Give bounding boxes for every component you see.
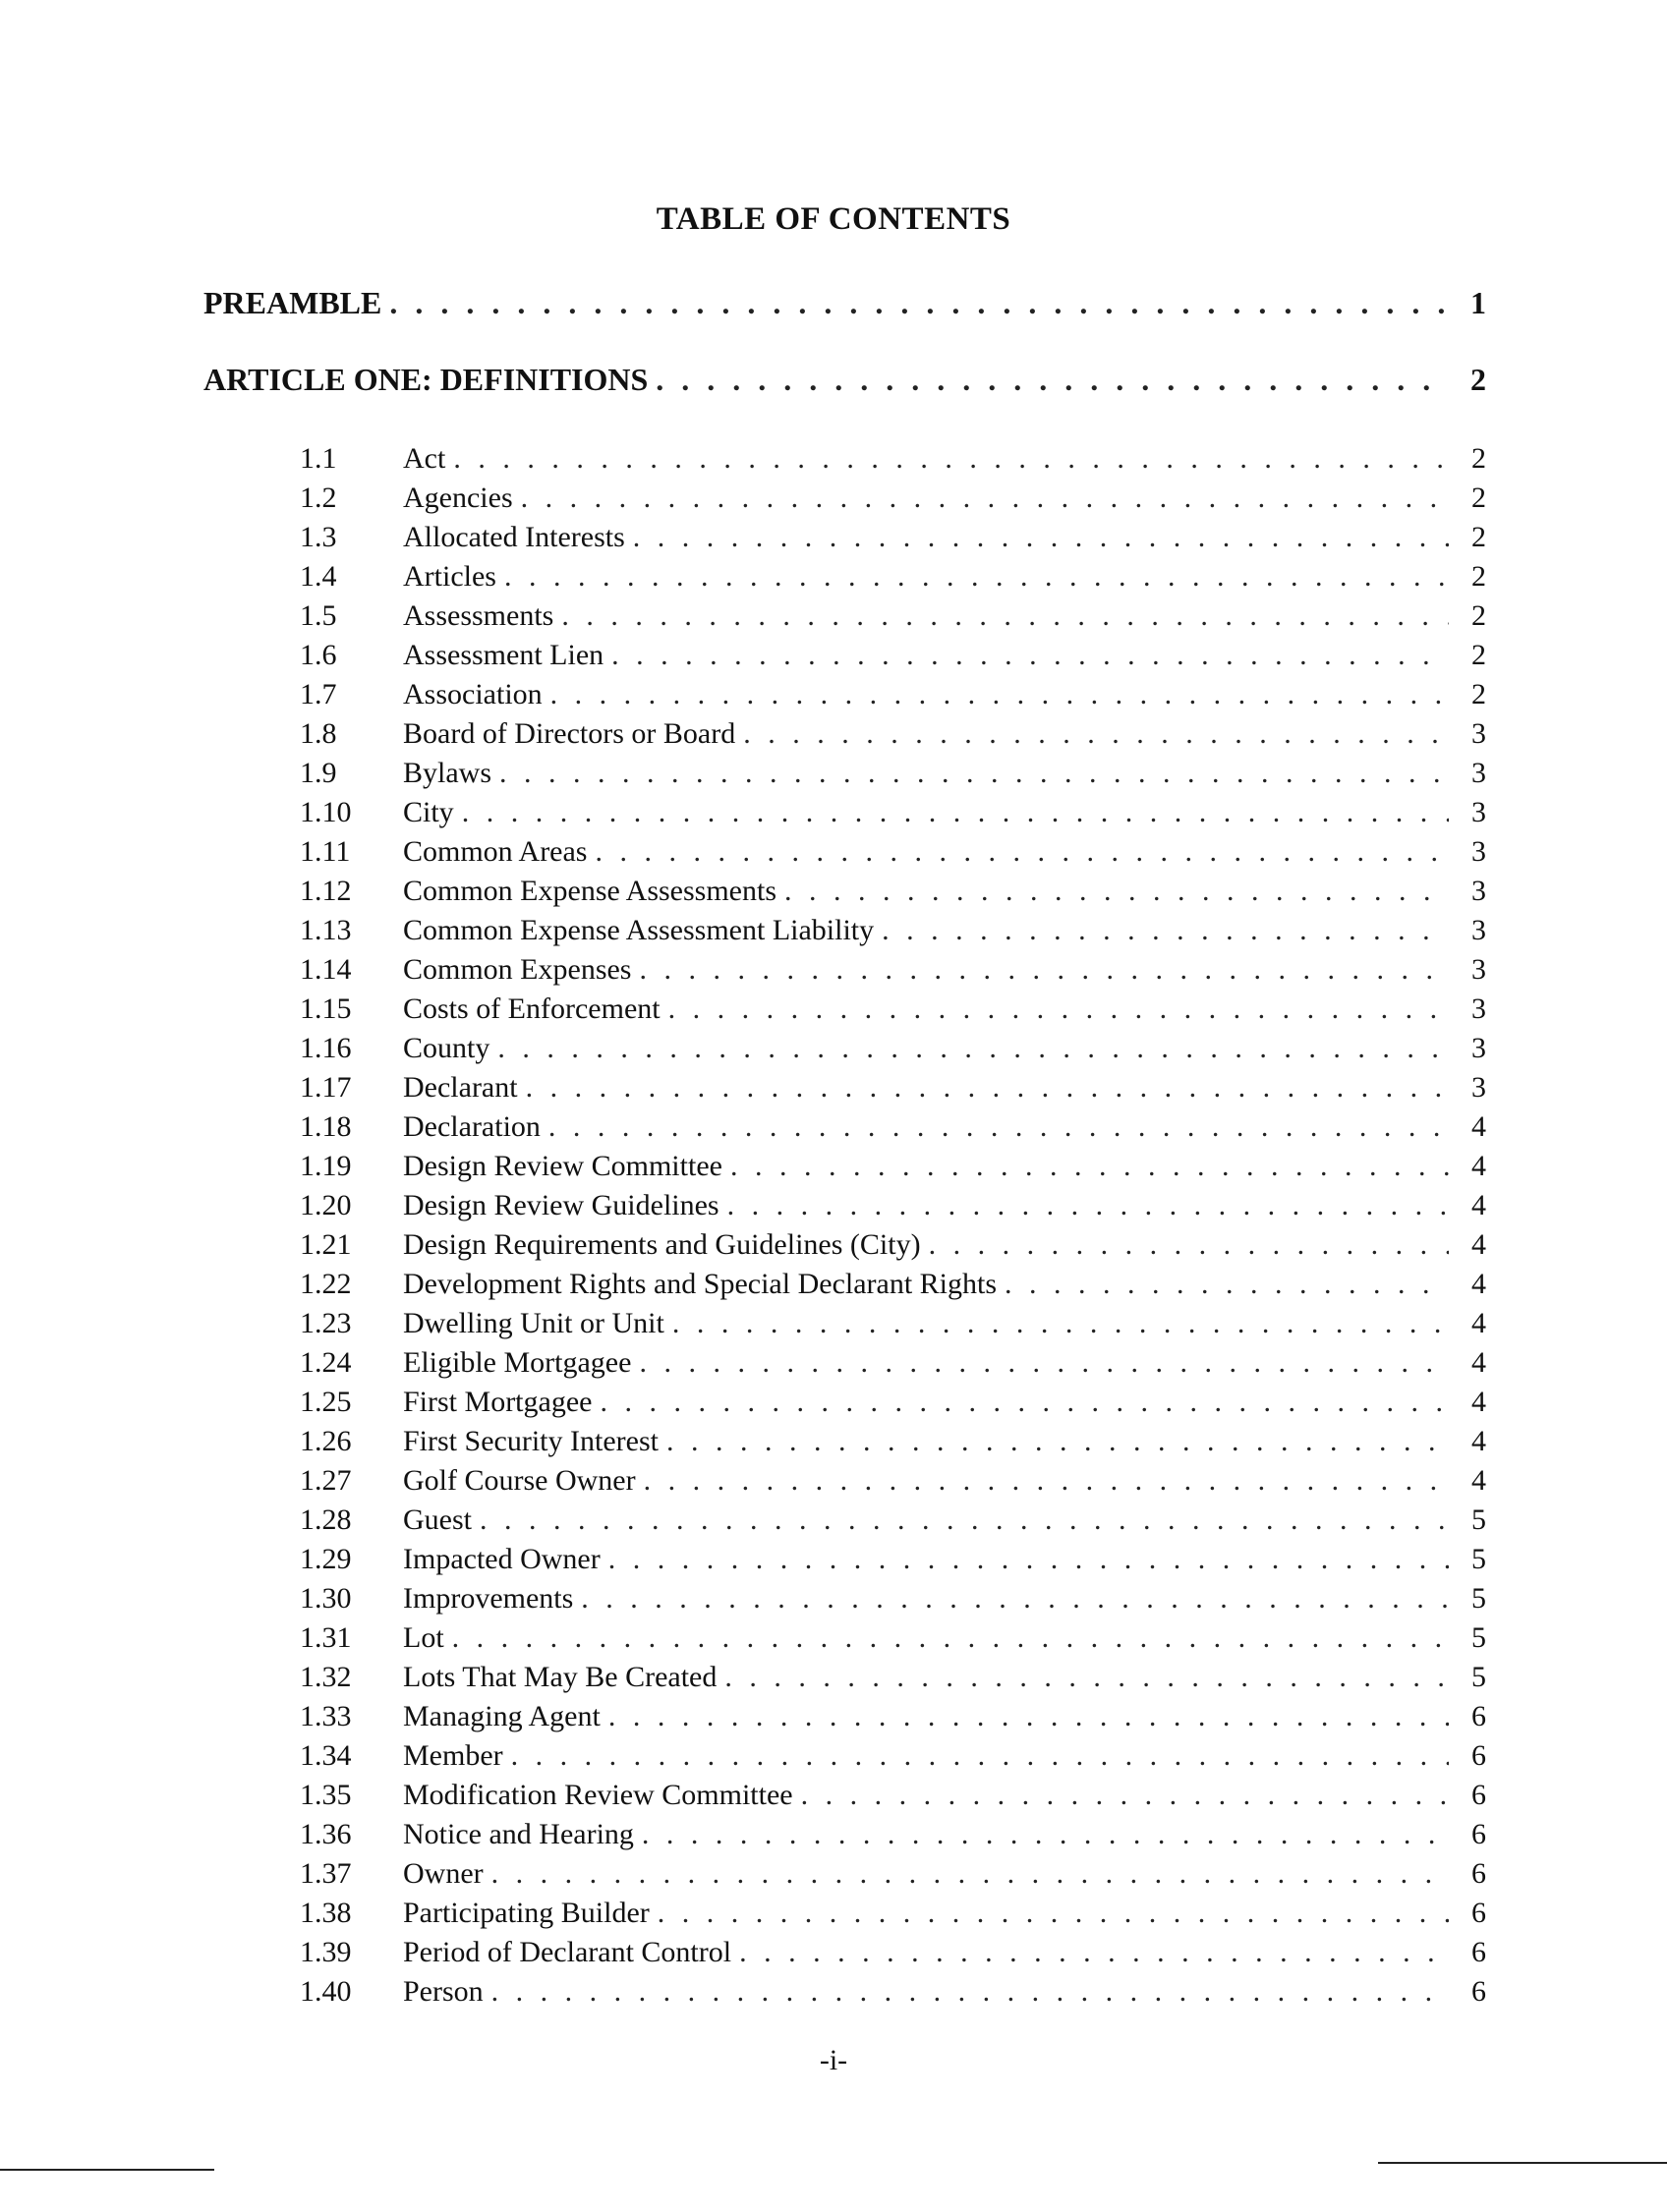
toc-subentry [300,560,1486,599]
dot-leader [581,1582,1449,1616]
dot-leader [644,1464,1449,1498]
toc-subentry-number: 1.1 [300,442,337,475]
toc-subentry-number: 1.36 [300,1818,352,1850]
toc-subentry-page: 4 [1471,1268,1486,1300]
toc-subentry-number: 1.18 [300,1110,352,1143]
dot-leader [499,757,1449,790]
dot-leader [453,442,1449,476]
toc-subentry-number: 1.30 [300,1582,352,1615]
toc-subentry-title: Board of Directors or Board [403,717,736,750]
toc-subentry [300,1268,1486,1307]
toc-subentry-title: Declarant [403,1071,518,1104]
dot-leader [801,1779,1449,1812]
toc-subentry-title: Assessment Lien [403,639,604,671]
toc-subentry-page: 3 [1471,1032,1486,1064]
toc-subentry [300,482,1486,521]
toc-subentry-number: 1.26 [300,1425,352,1457]
toc-subentry-title: First Mortgagee [403,1386,593,1418]
toc-subentry-title: Impacted Owner [403,1543,601,1575]
toc-subentry-number: 1.8 [300,717,337,750]
toc-subentry-number: 1.23 [300,1307,352,1339]
toc-subentry [300,796,1486,835]
toc-subentry-number: 1.13 [300,914,352,946]
dot-leader [452,1621,1449,1655]
toc-subentry [300,1700,1486,1739]
dot-leader [521,482,1449,515]
dot-leader [526,1071,1449,1105]
toc-entry-article-one [203,362,1486,401]
toc-subentry-number: 1.15 [300,993,352,1025]
toc-subentry [300,1739,1486,1779]
toc-subentry-page: 2 [1471,678,1486,710]
toc-subentry-title: Common Expense Assessment Liability [403,914,875,946]
dot-leader [739,1936,1449,1969]
toc-subentry-title: First Security Interest [403,1425,659,1457]
toc-subentry-page: 6 [1471,1779,1486,1811]
dot-leader [480,1503,1449,1537]
toc-subentry [300,1150,1486,1189]
toc-subentry-title: Member [403,1739,503,1772]
dot-leader [511,1739,1449,1773]
toc-subentry-title: County [403,1032,490,1064]
toc-subentry-page: 3 [1471,835,1486,868]
dot-leader [548,1110,1449,1144]
dot-leader [491,1857,1449,1891]
toc-subentry [300,1386,1486,1425]
dot-leader [608,1543,1449,1576]
toc-subentry-title: Agencies [403,482,513,514]
toc-subentry [300,875,1486,914]
toc-subentry-page: 5 [1471,1503,1486,1536]
toc-entry-page: 2 [1470,362,1486,397]
toc-subentry-page: 4 [1471,1386,1486,1418]
toc-subentry-title: Act [403,442,446,475]
toc-subentry [300,717,1486,757]
toc-subentry-number: 1.2 [300,482,337,514]
toc-subentry-title: Association [403,678,543,710]
toc-subentry-title: Guest [403,1503,472,1536]
toc-subentry-page: 2 [1471,442,1486,475]
toc-subentry-number: 1.9 [300,757,337,789]
dot-leader [743,717,1449,751]
toc-subentry-number: 1.19 [300,1150,352,1182]
toc-subentry-page: 6 [1471,1897,1486,1929]
toc-subentry-title: Declaration [403,1110,541,1143]
toc-subentry-title: Participating Builder [403,1897,650,1929]
toc-subentry-number: 1.12 [300,875,352,907]
toc-subentry-number: 1.5 [300,599,337,632]
toc-subentry-number: 1.22 [300,1268,352,1300]
dot-leader [656,362,1449,398]
toc-subentry-title: Managing Agent [403,1700,601,1732]
toc-subentry-title: Eligible Mortgagee [403,1346,632,1379]
dot-leader [666,1425,1449,1458]
dot-leader [608,1700,1449,1733]
toc-subentry [300,1503,1486,1543]
toc-subentry-page: 3 [1471,757,1486,789]
toc-subentry-page: 5 [1471,1661,1486,1693]
toc-subentry-page: 5 [1471,1582,1486,1615]
toc-subentry [300,1464,1486,1503]
toc-subentry [300,521,1486,560]
toc-subentry-number: 1.31 [300,1621,352,1654]
dot-leader [462,796,1449,829]
toc-subentry-number: 1.32 [300,1661,352,1693]
toc-subentry [300,1857,1486,1897]
dot-leader [724,1661,1449,1694]
toc-subentry-page: 5 [1471,1621,1486,1654]
toc-subentry-number: 1.7 [300,678,337,710]
dot-leader [784,875,1449,908]
toc-subentry-page: 3 [1471,1071,1486,1104]
toc-subentry-number: 1.20 [300,1189,352,1221]
dot-leader [727,1189,1449,1222]
toc-subentry-title: City [403,796,454,828]
toc-subentry-page: 3 [1471,914,1486,946]
toc-subentry-page: 3 [1471,953,1486,986]
toc-subentry [300,1779,1486,1818]
toc-subentry-title: Common Expenses [403,953,632,986]
toc-entry-title: ARTICLE ONE: DEFINITIONS [203,362,649,397]
toc-subentry-page: 4 [1471,1464,1486,1497]
toc-subentry-page: 2 [1471,521,1486,553]
toc-subentry [300,953,1486,993]
toc-subentry [300,639,1486,678]
toc-subentry [300,1975,1486,2014]
toc-entry-page: 1 [1470,285,1486,320]
dot-leader [611,639,1449,672]
toc-subentry-title: Assessments [403,599,554,632]
dot-leader [1005,1268,1449,1301]
toc-subentry-number: 1.35 [300,1779,352,1811]
dot-leader [504,560,1449,594]
toc-subentry-page: 4 [1471,1110,1486,1143]
toc-subentry-title: Improvements [403,1582,574,1615]
dot-leader [550,678,1449,711]
toc-subentry-number: 1.39 [300,1936,352,1968]
toc-subentry-number: 1.24 [300,1346,352,1379]
dot-leader [389,285,1449,321]
toc-subentry-title: Person [403,1975,484,2008]
toc-subentry-number: 1.4 [300,560,337,593]
toc-subentry [300,835,1486,875]
toc-subentry-title: Modification Review Committee [403,1779,793,1811]
toc-subentry-page: 4 [1471,1425,1486,1457]
toc-subentry-title: Lots That May Be Created [403,1661,718,1693]
dot-leader [658,1897,1449,1930]
dot-leader [639,1346,1449,1380]
dot-leader [491,1975,1449,2009]
toc-subentry [300,914,1486,953]
toc-subentry-page: 4 [1471,1346,1486,1379]
dot-leader [672,1307,1449,1340]
toc-subentry [300,1582,1486,1621]
toc-subentry-number: 1.17 [300,1071,352,1104]
dot-leader [668,993,1449,1026]
toc-subentry-page: 5 [1471,1543,1486,1575]
toc-subentry-page: 2 [1471,639,1486,671]
toc-subentry-number: 1.10 [300,796,352,828]
page-title: TABLE OF CONTENTS [656,201,1011,237]
toc-subentry-page: 6 [1471,1739,1486,1772]
toc-subentry-page: 6 [1471,1936,1486,1968]
toc-subentry-title: Bylaws [403,757,491,789]
toc-subentry-number: 1.37 [300,1857,352,1890]
toc-subentry-title: Design Requirements and Guidelines (City) [403,1228,921,1261]
scan-edge-line-right [1378,2162,1667,2164]
toc-subentry-title: Common Expense Assessments [403,875,776,907]
toc-subentry-title: Costs of Enforcement [403,993,661,1025]
toc-subentry-title: Articles [403,560,496,593]
toc-subentry-number: 1.11 [300,835,351,868]
toc-subentry [300,993,1486,1032]
toc-entry-title: PREAMBLE [203,285,382,320]
scan-edge-line-left [0,2169,214,2171]
toc-subentry [300,1071,1486,1110]
toc-subentry-page: 4 [1471,1189,1486,1221]
toc-subentry-title: Period of Declarant Control [403,1936,732,1968]
toc-subentry-title: Dwelling Unit or Unit [403,1307,664,1339]
dot-leader [497,1032,1449,1065]
toc-subentry [300,757,1486,796]
toc-subentry [300,1307,1486,1346]
dot-leader [596,835,1450,869]
toc-subentry-number: 1.34 [300,1739,352,1772]
dot-leader [642,1818,1449,1851]
toc-subentry-number: 1.21 [300,1228,352,1261]
toc-subentry-number: 1.16 [300,1032,352,1064]
toc-subentry-page: 3 [1471,717,1486,750]
toc-subentry-page: 6 [1471,1700,1486,1732]
toc-subentry-number: 1.28 [300,1503,352,1536]
toc-subentry-page: 6 [1471,1857,1486,1890]
toc-subentry-page: 3 [1471,796,1486,828]
toc-subentry [300,1346,1486,1386]
toc-subentry-number: 1.33 [300,1700,352,1732]
toc-subentry-page: 4 [1471,1307,1486,1339]
toc-subentry-page: 4 [1471,1150,1486,1182]
toc-subentry-title: Design Review Committee [403,1150,722,1182]
toc-subentry-title: Development Rights and Special Declarant Rights [403,1268,998,1300]
toc-subentry [300,599,1486,639]
toc-subentry-page: 2 [1471,482,1486,514]
toc-subentry-number: 1.29 [300,1543,352,1575]
toc-subentry-title: Notice and Hearing [403,1818,634,1850]
toc-subentry-number: 1.14 [300,953,352,986]
toc-subentry-page: 6 [1471,1818,1486,1850]
toc-subentry-page: 3 [1471,875,1486,907]
dot-leader [730,1150,1449,1183]
toc-subentry-title: Golf Course Owner [403,1464,636,1497]
toc-subentry [300,678,1486,717]
toc-subentry [300,1228,1486,1268]
toc-subentry-number: 1.27 [300,1464,352,1497]
toc-subentry [300,1543,1486,1582]
toc-subentry [300,1032,1486,1071]
toc-subentry-page: 2 [1471,599,1486,632]
toc-subentry-number: 1.3 [300,521,337,553]
toc-subentry-number: 1.25 [300,1386,352,1418]
toc-subentry-number: 1.38 [300,1897,352,1929]
toc-subentry-title: Allocated Interests [403,521,625,553]
page-number: -i- [819,2044,848,2076]
toc-subentry-title: Design Review Guidelines [403,1189,719,1221]
toc-subentry [300,1661,1486,1700]
toc-subentry-page: 2 [1471,560,1486,593]
dot-leader [882,914,1449,947]
dot-leader [640,953,1450,987]
toc-subentry-number: 1.40 [300,1975,352,2008]
toc-subentry [300,1621,1486,1661]
toc-subentry-page: 3 [1471,993,1486,1025]
toc-subentry [300,1936,1486,1975]
toc-subentry [300,1425,1486,1464]
dot-leader [561,599,1449,633]
toc-subentry-title: Owner [403,1857,484,1890]
toc-subentry [300,1189,1486,1228]
toc-subentry-page: 4 [1471,1228,1486,1261]
toc-subentry-page: 6 [1471,1975,1486,2008]
toc-subentry-title: Common Areas [403,835,588,868]
toc-subentry [300,442,1486,482]
toc-subentry-number: 1.6 [300,639,337,671]
toc-entry-preamble [203,285,1486,324]
toc-subentry [300,1110,1486,1150]
toc-subentry-title: Lot [403,1621,444,1654]
dot-leader [600,1386,1449,1419]
toc-subentry [300,1818,1486,1857]
dot-leader [929,1228,1449,1262]
dot-leader [633,521,1449,554]
toc-subentry [300,1897,1486,1936]
